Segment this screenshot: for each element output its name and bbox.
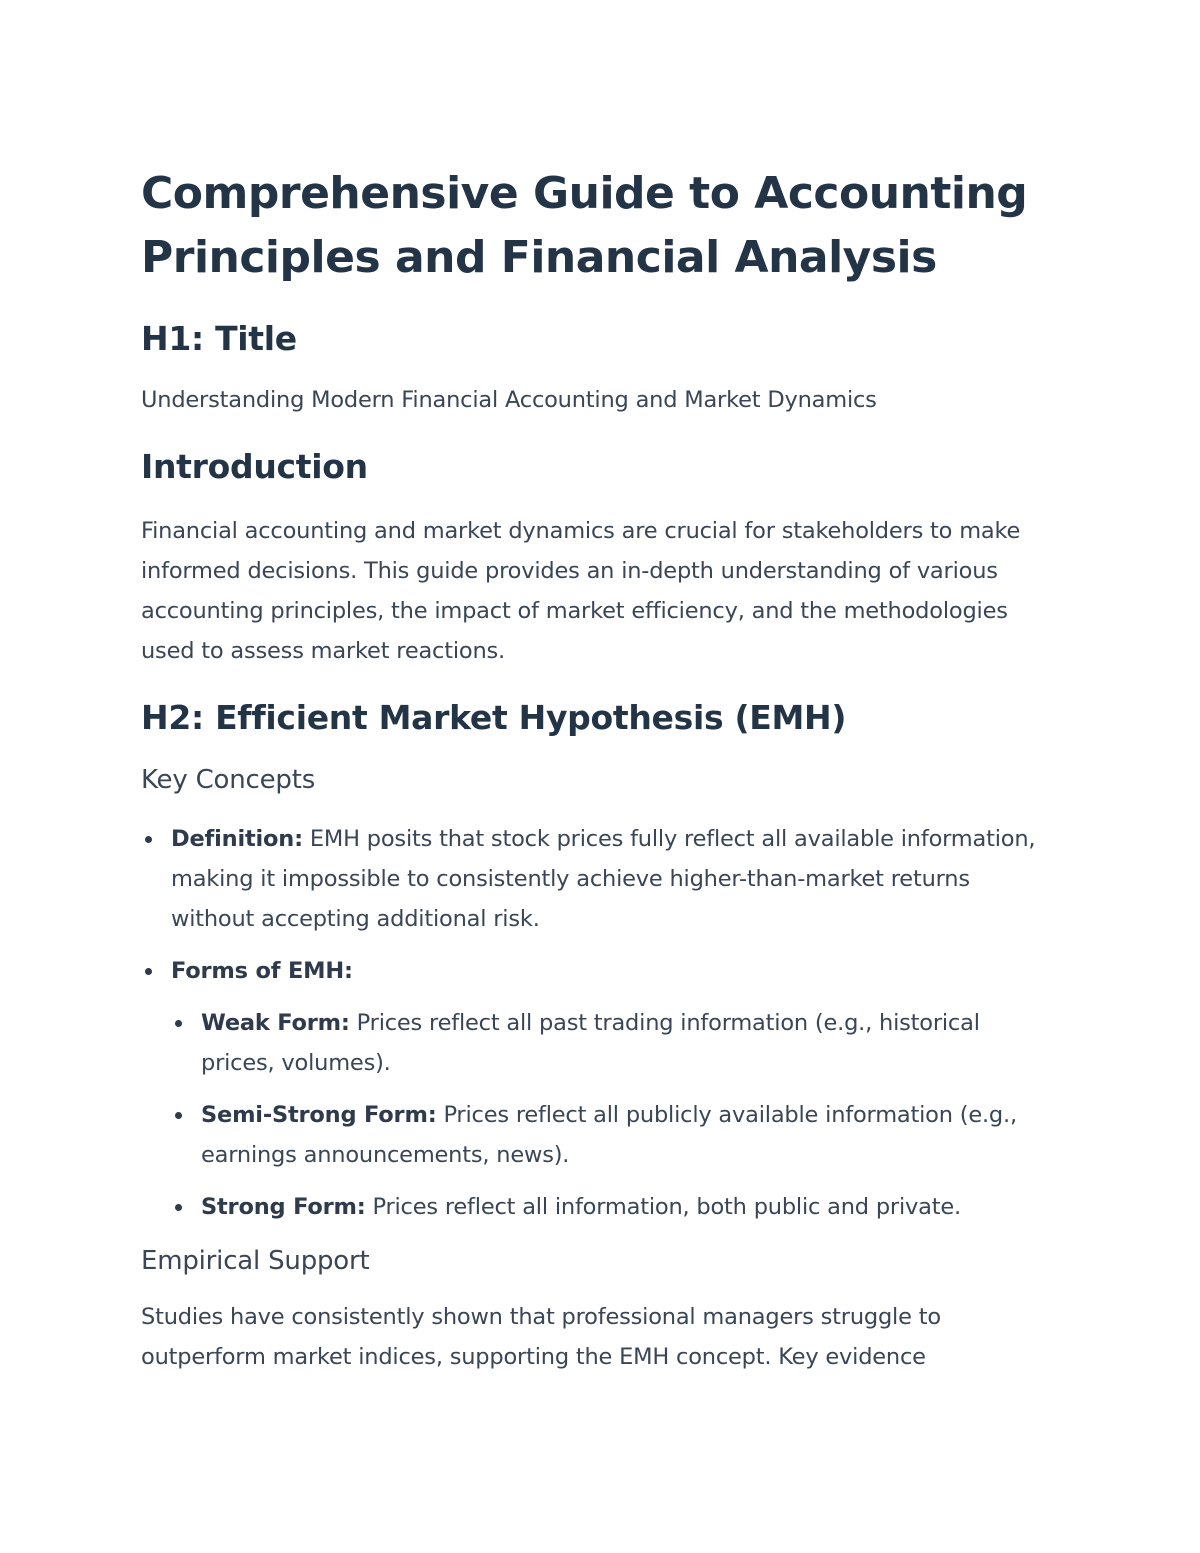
list-item-strong-form <box>171 1187 1046 1227</box>
key-concepts-heading: Key Concepts <box>141 765 316 795</box>
h1-title-heading: H1: Title <box>141 319 297 358</box>
definition-label: Definition: <box>171 826 303 852</box>
introduction-heading: Introduction <box>141 447 368 486</box>
empirical-support-paragraph: Studies have consistently shown that professional managers struggle to outperform market indices, supporting the EMH concept. Key evidence <box>141 1304 941 1370</box>
semi-strong-form-label: Semi-Strong Form: <box>201 1102 437 1128</box>
key-concepts-list <box>141 819 1046 1227</box>
forms-of-emh-label: Forms of EMH: <box>171 958 353 984</box>
list-item-weak-form <box>171 1003 1046 1083</box>
introduction-paragraph: Financial accounting and market dynamics are crucial for stakeholders to make informed decisions. This guide provides an in-depth understanding of various accounting principles, the impact of market efficiency, and the methodologies used to assess market reactions. <box>141 518 1021 664</box>
list-item-forms-of-emh <box>141 951 1046 1227</box>
forms-of-emh-list <box>171 1003 1046 1227</box>
semi-strong-form-text: Prices reflect all publicly available information (e.g., earnings announcements, news). <box>201 1102 1017 1168</box>
strong-form-text: Prices reflect all information, both public and private. <box>365 1194 961 1220</box>
empirical-support-heading: Empirical Support <box>141 1246 370 1276</box>
document-title: Comprehensive Guide to Accounting Principles and Financial Analysis <box>141 168 1028 283</box>
document-subtitle: Understanding Modern Financial Accounting and Market Dynamics <box>141 387 877 413</box>
list-item-definition <box>141 819 1046 939</box>
definition-text: EMH posits that stock prices fully reflect all available information, making it impossible to consistently achieve higher-than-market returns without accepting additional risk. <box>171 826 1036 932</box>
weak-form-label: Weak Form: <box>201 1010 350 1036</box>
weak-form-text: Prices reflect all past trading information (e.g., historical prices, volumes). <box>201 1010 980 1076</box>
list-item-semi-strong-form <box>171 1095 1046 1175</box>
strong-form-label: Strong Form: <box>201 1194 366 1220</box>
emh-heading: H2: Efficient Market Hypothesis (EMH) <box>141 698 847 737</box>
document-page <box>141 162 1046 1377</box>
